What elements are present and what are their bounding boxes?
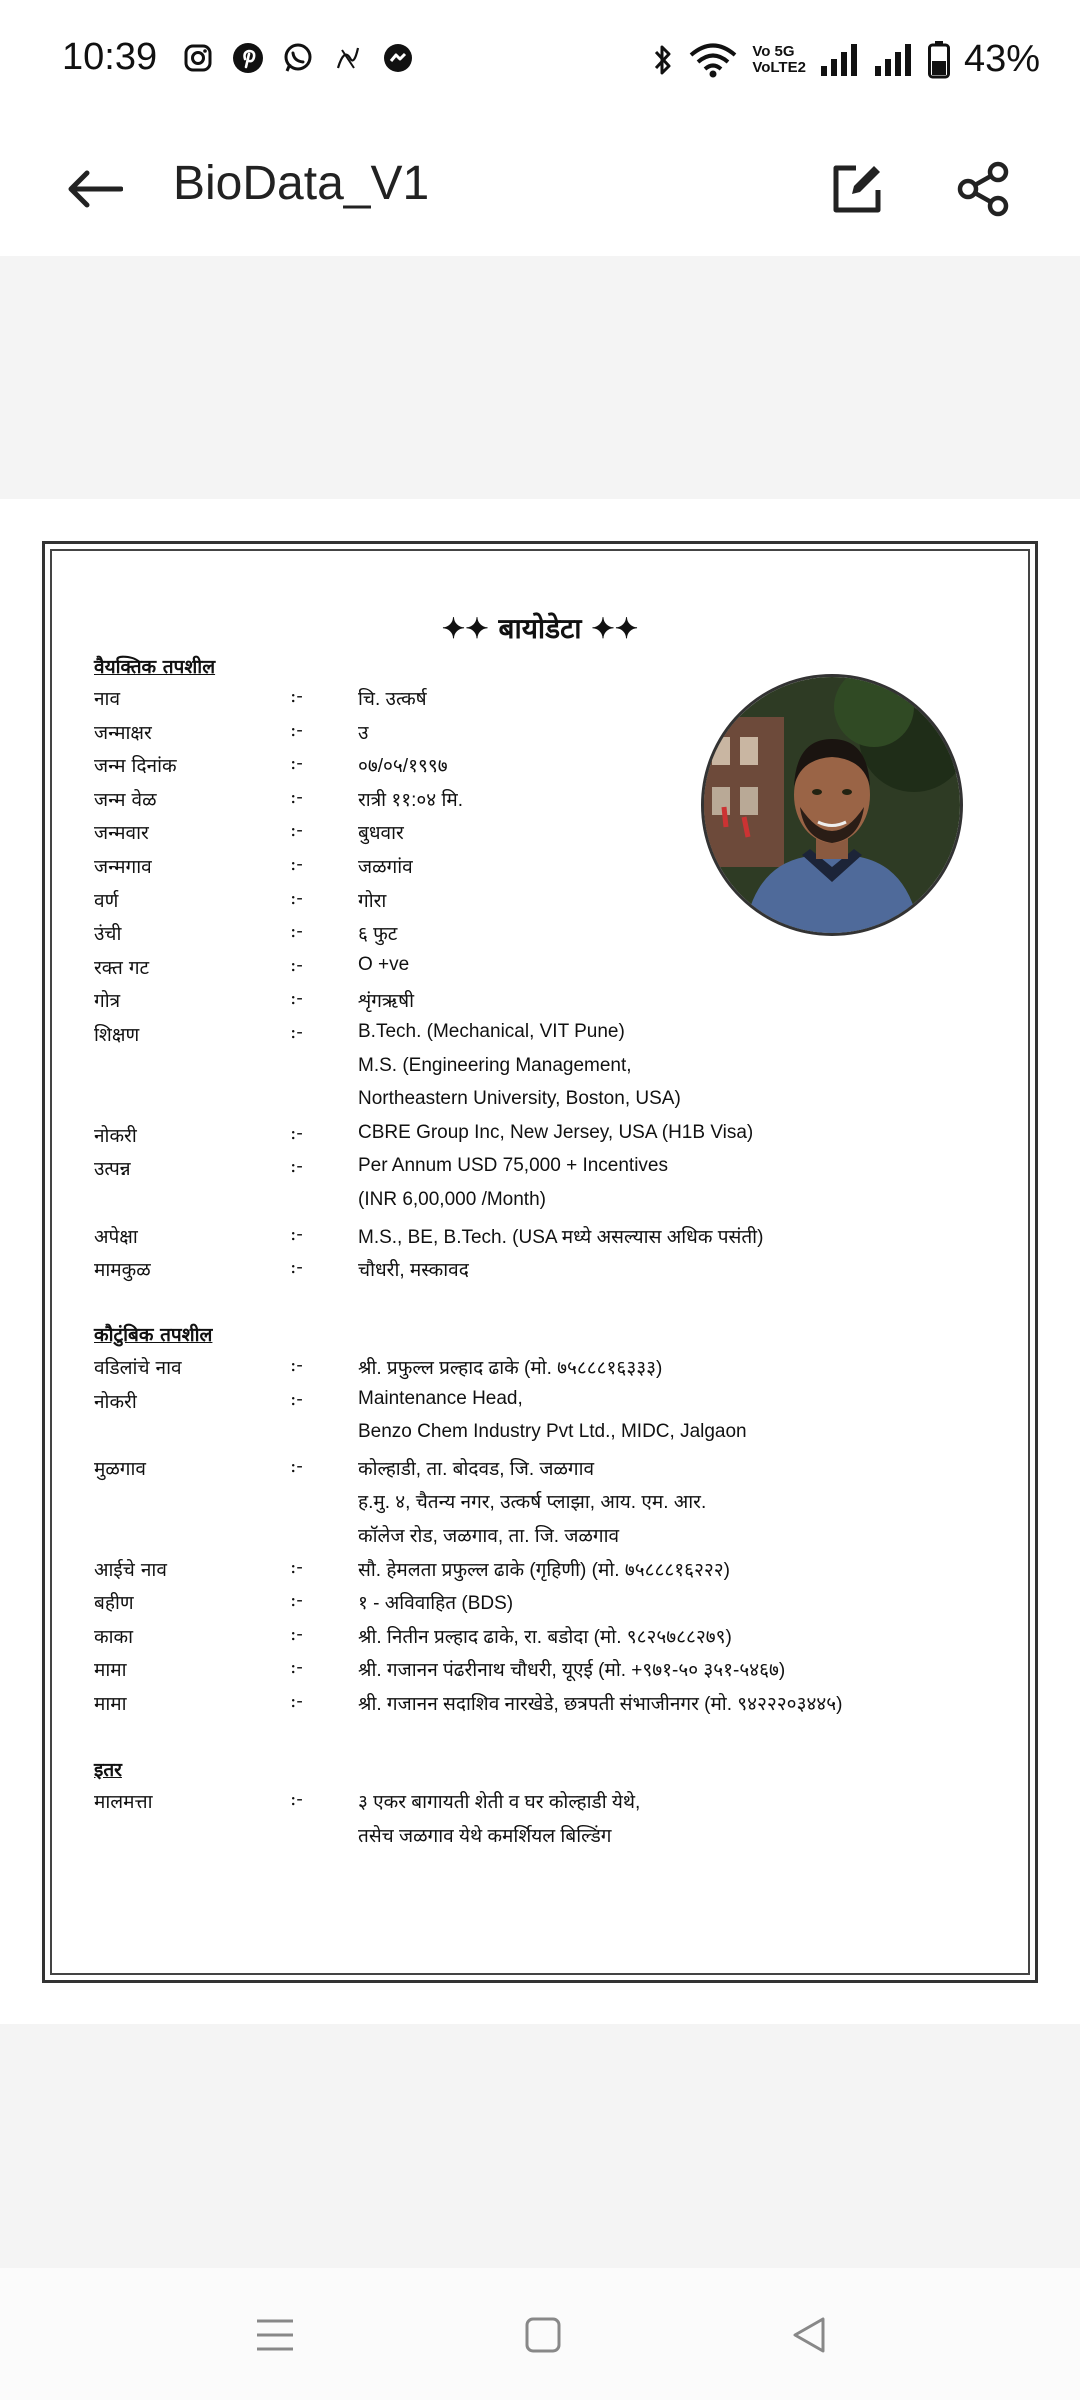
signal-icon-sim1 bbox=[820, 42, 860, 78]
detail-label: मामकुळ bbox=[94, 1259, 151, 1282]
battery-icon bbox=[928, 41, 950, 79]
profile-photo bbox=[701, 674, 963, 936]
detail-row bbox=[94, 1589, 994, 1619]
detail-label: गोत्र bbox=[94, 990, 121, 1013]
detail-value: चौधरी, मस्कावद bbox=[358, 1260, 469, 1282]
detail-value: कॉलेज रोड, जळगाव, ता. जि. जळगाव bbox=[358, 1526, 620, 1547]
detail-label: मामा bbox=[94, 1693, 127, 1715]
detail-value: Per Annum USD 75,000 + Incentives bbox=[358, 1155, 668, 1177]
detail-row bbox=[94, 987, 994, 1017]
detail-separator: :- bbox=[290, 752, 303, 775]
detail-separator: :- bbox=[290, 1256, 303, 1279]
detail-row bbox=[94, 1122, 994, 1152]
back-arrow-icon bbox=[67, 169, 123, 209]
nav-back-button[interactable] bbox=[779, 2310, 839, 2360]
detail-value: शृंगऋषी bbox=[358, 991, 415, 1013]
detail-separator: :- bbox=[290, 886, 303, 909]
signal-icon-sim2 bbox=[874, 42, 914, 78]
detail-row bbox=[94, 1354, 994, 1384]
detail-label: काका bbox=[94, 1625, 134, 1648]
detail-value: Maintenance Head, bbox=[358, 1387, 523, 1409]
detail-value: उ bbox=[358, 722, 369, 744]
detail-label: अपेक्षा bbox=[94, 1225, 138, 1248]
detail-value: O +ve bbox=[358, 953, 410, 975]
recents-button[interactable] bbox=[245, 2310, 305, 2360]
detail-row bbox=[94, 1623, 994, 1653]
detail-separator: :- bbox=[290, 685, 303, 707]
pinterest-icon bbox=[230, 40, 266, 76]
detail-row bbox=[94, 1189, 994, 1219]
detail-separator: :- bbox=[290, 1354, 303, 1376]
detail-label: जन्म दिनांक bbox=[94, 755, 177, 778]
detail-separator: :- bbox=[290, 1155, 303, 1178]
detail-value: B.Tech. (Mechanical, VIT Pune) bbox=[358, 1021, 625, 1042]
detail-label: मुळगाव bbox=[94, 1457, 146, 1480]
network-type: Vo 5G VoLTE2 bbox=[752, 42, 806, 76]
detail-separator: :- bbox=[290, 1222, 303, 1245]
detail-value: M.S. (Engineering Management, bbox=[358, 1054, 632, 1076]
share-icon bbox=[955, 161, 1011, 217]
home-square-icon bbox=[523, 2315, 563, 2355]
share-button[interactable] bbox=[946, 152, 1020, 226]
detail-row bbox=[94, 1556, 994, 1586]
detail-separator: :- bbox=[290, 1021, 303, 1043]
detail-label: जन्मवार bbox=[94, 822, 149, 845]
detail-value: श्री. नितीन प्रल्हाद ढाके, रा. बडोदा (मो. ९८२५७८८२७९) bbox=[358, 1626, 732, 1648]
detail-value: रात्री ११:०४ मि. bbox=[358, 789, 464, 811]
detail-separator: :- bbox=[290, 1589, 303, 1612]
detail-row bbox=[94, 1522, 994, 1552]
detail-label: मामा bbox=[94, 1659, 127, 1682]
detail-label: नोकरी bbox=[94, 1124, 137, 1147]
detail-separator: :- bbox=[290, 1121, 303, 1144]
biodata-heading: ✦✦ बायोडेटा ✦✦ bbox=[441, 612, 639, 645]
detail-label: उत्पन्न bbox=[94, 1158, 131, 1181]
detail-label: वडिलांचे नाव bbox=[94, 1357, 182, 1379]
biodata-document bbox=[42, 541, 1038, 1983]
menu-icon bbox=[255, 2315, 295, 2355]
detail-label: नाव bbox=[94, 688, 121, 710]
detail-row bbox=[94, 1421, 994, 1451]
notification-icons bbox=[180, 40, 416, 76]
edit-icon bbox=[830, 162, 884, 216]
detail-value: (INR 6,00,000 /Month) bbox=[358, 1189, 546, 1210]
document-title: BioData_V1 bbox=[173, 157, 430, 210]
bluetooth-icon bbox=[652, 42, 674, 78]
detail-separator: :- bbox=[290, 953, 303, 976]
detail-label: रक्त गट bbox=[94, 956, 150, 979]
detail-row bbox=[94, 1488, 994, 1518]
detail-row bbox=[94, 1788, 994, 1818]
system-icons bbox=[652, 38, 1040, 81]
detail-row bbox=[94, 1256, 994, 1286]
detail-row bbox=[94, 1155, 994, 1185]
viewer-background-bottom bbox=[0, 2024, 1080, 2268]
detail-row bbox=[94, 1455, 994, 1485]
back-triangle-icon bbox=[789, 2315, 829, 2355]
detail-row bbox=[94, 954, 994, 984]
app-notification-icon bbox=[330, 40, 366, 76]
detail-label: शिक्षण bbox=[94, 1024, 140, 1046]
detail-value: श्री. प्रफुल्ल प्रल्हाद ढाके (मो. ७५८८८१६३३३) bbox=[358, 1358, 663, 1379]
detail-value: कोल्हाडी, ता. बोदवड, जि. जळगाव bbox=[358, 1458, 595, 1480]
section-other-heading: इतर bbox=[94, 1759, 122, 1781]
detail-value: ०७/०५/१९९७ bbox=[358, 756, 448, 778]
detail-row bbox=[94, 1388, 994, 1418]
wifi-icon bbox=[688, 42, 738, 78]
detail-separator: :- bbox=[290, 819, 303, 842]
battery-percentage: 43% bbox=[963, 38, 1040, 80]
detail-label: जन्मगाव bbox=[94, 856, 152, 878]
detail-value: ३ एकर बागायती शेती व घर कोल्हाडी येथे, bbox=[358, 1792, 641, 1813]
detail-separator: :- bbox=[290, 1622, 303, 1645]
detail-row bbox=[94, 1656, 994, 1686]
detail-row bbox=[94, 1822, 994, 1852]
detail-label: आईचे नाव bbox=[94, 1558, 167, 1581]
detail-row bbox=[94, 1223, 994, 1253]
detail-label: बहीण bbox=[94, 1592, 134, 1615]
detail-separator: :- bbox=[290, 1788, 303, 1810]
detail-row bbox=[94, 1055, 994, 1085]
detail-value: चि. उत्कर्ष bbox=[358, 689, 427, 710]
detail-label: वर्ण bbox=[94, 889, 119, 912]
app-bar bbox=[0, 120, 1080, 256]
detail-value: श्री. गजानन सदाशिव नारखेडे, छत्रपती संभाजीनगर (मो. ९४२२२०३४४५) bbox=[358, 1694, 843, 1715]
detail-value: ६ फुट bbox=[358, 924, 398, 946]
detail-separator: :- bbox=[290, 785, 303, 808]
detail-row bbox=[94, 1690, 994, 1720]
detail-label: नोकरी bbox=[94, 1390, 137, 1413]
back-button[interactable] bbox=[58, 152, 132, 226]
detail-value: तसेच जळगाव येथे कमर्शियल बिल्डिंग bbox=[358, 1825, 612, 1847]
detail-value: M.S., BE, B.Tech. (USA मध्ये असल्यास अधिक पसंती) bbox=[358, 1226, 764, 1248]
detail-value: CBRE Group Inc, New Jersey, USA (H1B Visa) bbox=[358, 1121, 754, 1143]
viewer-background-top bbox=[0, 256, 1080, 499]
detail-value: गोरा bbox=[358, 890, 387, 912]
home-button[interactable] bbox=[513, 2310, 573, 2360]
instagram-icon bbox=[180, 40, 216, 76]
detail-label: उंची bbox=[94, 923, 122, 946]
detail-value: १ - अविवाहित (BDS) bbox=[358, 1593, 514, 1615]
detail-label: जन्माक्षर bbox=[94, 721, 152, 744]
detail-row bbox=[94, 1088, 994, 1118]
detail-row bbox=[94, 1021, 994, 1051]
detail-value: ह.मु. ४, चैतन्य नगर, उत्कर्ष प्लाझा, आय. एम. आर. bbox=[358, 1492, 707, 1514]
status-bar bbox=[0, 0, 1080, 120]
edit-button[interactable] bbox=[820, 152, 894, 226]
detail-value: सौ. हेमलता प्रफुल्ल ढाके (गृहिणी) (मो. ७५८८८१६२२२) bbox=[358, 1559, 730, 1581]
section-family-heading: कौटुंबिक तपशील bbox=[94, 1324, 213, 1346]
detail-value: Benzo Chem Industry Pvt Ltd., MIDC, Jalgaon bbox=[358, 1421, 747, 1443]
detail-value: Northeastern University, Boston, USA) bbox=[358, 1088, 681, 1110]
detail-separator: :- bbox=[290, 920, 303, 943]
detail-separator: :- bbox=[290, 1690, 303, 1712]
detail-label: मालमत्ता bbox=[94, 1791, 153, 1813]
whatsapp-icon bbox=[280, 40, 316, 76]
detail-separator: :- bbox=[290, 853, 303, 875]
detail-separator: :- bbox=[290, 1555, 303, 1578]
detail-separator: :- bbox=[290, 1454, 303, 1477]
detail-separator: :- bbox=[290, 987, 303, 1010]
detail-value: बुधवार bbox=[358, 823, 404, 845]
detail-value: जळगांव bbox=[358, 857, 413, 878]
detail-separator: :- bbox=[290, 1387, 303, 1410]
detail-separator: :- bbox=[290, 718, 303, 741]
navigation-bar bbox=[0, 2268, 1080, 2400]
detail-label: जन्म वेळ bbox=[94, 788, 157, 811]
detail-value: श्री. गजानन पंढरीनाथ चौधरी, यूएई (मो. +९७१-५० ३५१-५४६७) bbox=[358, 1660, 786, 1682]
document-border bbox=[50, 549, 1030, 1975]
section-personal-heading: वैयक्तिक तपशील bbox=[94, 656, 216, 678]
detail-separator: :- bbox=[290, 1656, 303, 1679]
clock: 10:39 bbox=[62, 36, 158, 78]
messenger-icon bbox=[380, 40, 416, 76]
